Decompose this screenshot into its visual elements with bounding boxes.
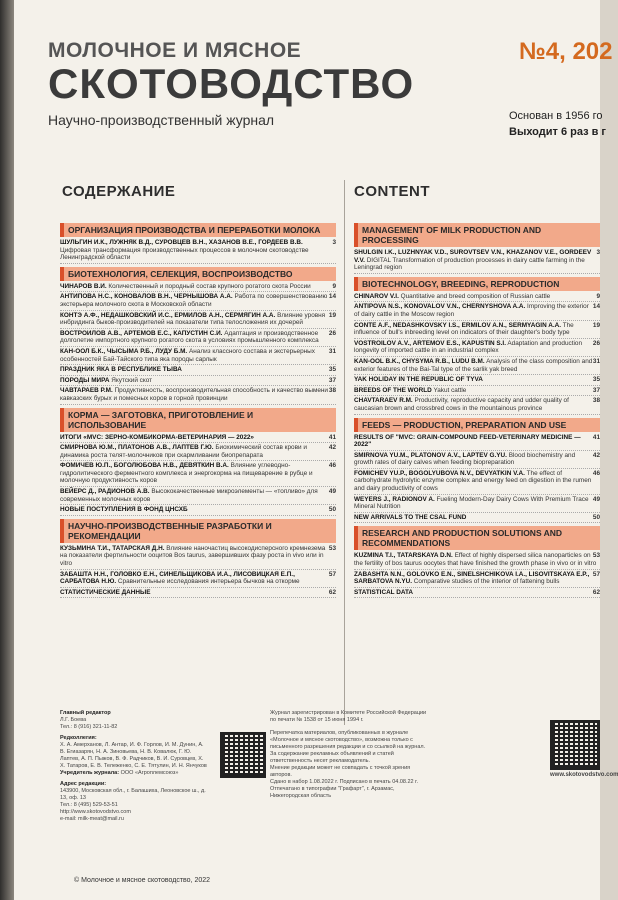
contents-entry[interactable] <box>354 434 600 451</box>
contents-entry[interactable] <box>60 488 336 505</box>
contents-entry[interactable] <box>60 462 336 487</box>
contents-entry[interactable] <box>60 545 336 570</box>
page-edge-shadow <box>0 0 14 900</box>
registration-note: Журнал зарегистрирован в Комитете Российской Федерации по печати № 1538 от 15 июня 1994 г. <box>270 710 427 723</box>
entry-title: Влияние наночастиц высокодисперсного кремнезема на показатели фертильности ооцитов Bos taurus, завершивших фазу роста in vivo или in vitro <box>60 544 326 568</box>
page-number: 53 <box>328 544 336 552</box>
address-label: Адрес редакции: <box>60 781 107 787</box>
entry-authors: KAN-OOL B.K., CHYSYMA R.B., LUDU B.M. <box>354 357 485 365</box>
entry-title: Comparative studies of the interior of fattening bulls <box>413 578 560 586</box>
contents-heading-ru: СОДЕРЖАНИЕ <box>62 183 176 200</box>
page-number: 49 <box>328 488 336 496</box>
entry-authors: CHAVTARAEV R.M. <box>354 397 413 405</box>
page-number: 57 <box>592 570 600 578</box>
entry-title: Effect of highly dispersed silica nanoparticles on the fertility of bos taurus oocytes that have finished the growth phase in vivo or in vitro <box>354 552 597 568</box>
entry-title: The effect of carbohydrate hydrolytic enzyme complex and energy feed on digestion in the rumen and dairy productivity of cows <box>354 469 592 493</box>
section-heading: КОРМА — ЗАГОТОВКА, ПРИГОТОВЛЕНИЕ И ИСПОЛЬЗОВАНИЕ <box>60 408 336 432</box>
entry-authors: ANTIPOVA N.S., KONOVALOV V.N., CHERNYSHOVA A.A. <box>354 303 526 311</box>
journal-subtitle: Научно-производственный журнал <box>48 112 275 128</box>
entry-title: The influence of bull's inbreeding level on indicators of their daughter's body type <box>354 321 574 337</box>
founder-label: Учредитель журнала: <box>60 770 120 776</box>
journal-page <box>14 0 618 900</box>
contents-heading-en: CONTENT <box>354 183 430 200</box>
printing-house: Отпечатано в типографии "Графарт", г. Арзамас, Нижегородская область <box>270 786 395 799</box>
page-number: 42 <box>592 451 600 459</box>
section-heading: ОРГАНИЗАЦИЯ ПРОИЗВОДСТВА И ПЕРЕРАБОТКИ МОЛОКА <box>60 223 336 237</box>
contents-entry[interactable] <box>354 514 600 524</box>
entry-authors: ФОМИЧЕВ Ю.П., БОГОЛЮБОВА Н.В., ДЕВЯТКИН В.А. <box>60 462 229 470</box>
contents-entry[interactable] <box>354 293 600 303</box>
entry-title: Сравнительные исследования интерьера бычков на откорме <box>117 578 300 586</box>
page-number: 41 <box>328 433 336 441</box>
contents-column-en <box>354 220 600 599</box>
publication-frequency: Выходит 6 раз в г <box>509 126 607 138</box>
page-number: 9 <box>596 292 600 300</box>
entry-authors: КАН-ООЛ Б.К., ЧЫСЫМА Р.Б., ЛУДУ Б.М. <box>60 347 188 355</box>
issue-number: №4, 202 <box>519 38 613 65</box>
entry-authors: BREEDS OF THE WORLD <box>354 386 432 394</box>
website-link[interactable]: http://www.skotovodstvo.com <box>60 809 131 815</box>
page-number: 9 <box>332 282 336 290</box>
contents-entry[interactable] <box>354 340 600 357</box>
contents-entry[interactable] <box>60 366 336 376</box>
entry-authors: ИТОГИ «MVC: ЗЕРНО-КОМБИКОРМА-ВЕТЕРИНАРИЯ — 2022» <box>60 433 254 441</box>
page-number: 46 <box>328 462 336 470</box>
entry-authors: ПРАЗДНИК ЯКА В РЕСПУБЛИКЕ ТЫВА <box>60 366 182 374</box>
contents-entry[interactable] <box>354 589 600 599</box>
entry-authors: ШУЛЬГИН И.К., ЛУЖНЯК В.Д., СУРОВЦЕВ В.Н., ХАЗАНОВ В.Е., ГОРДЕЕВ В.В. <box>60 239 303 246</box>
page-number: 57 <box>328 570 336 578</box>
entry-authors: ВОСТРОИЛОВ А.В., АРТЕМОВ Е.С., КАПУСТИН С.И. <box>60 329 223 337</box>
qr-code-icon <box>220 732 266 778</box>
entry-authors: ПОРОДЫ МИРА <box>60 376 110 384</box>
page-number: 38 <box>592 397 600 405</box>
founder-name: ООО «Агроплемсоюз» <box>120 770 179 776</box>
masthead <box>48 40 414 128</box>
entry-authors: ЗАБАШТА Н.Н., ГОЛОВКО Е.Н., СИНЕЛЬЩИКОВА И.А., ЛИСОВИЦКАЯ Е.П., САРБАТОВА Н.Ю. <box>60 570 295 586</box>
contents-entry[interactable] <box>354 322 600 339</box>
section-heading: FEEDS — PRODUCTION, PREPARATION AND USE <box>354 418 600 432</box>
board-members: Х. А. Амерханов, Л. Антар, И. Ф. Горлов, И. М. Дунин, А. В. Егиазарян, Н. А. Зиновьева, Н. В. Ковалюк, Г. Ю. Лаптев, А. П. Пыжов, В. Ф. Радчиков, В. И. Суровцев, Х. Х. Татаров, Е. В. Тележенко, С. Е. Тятулин, И. Н. Янчуков <box>60 742 207 769</box>
page-number: 41 <box>592 433 600 441</box>
entry-authors: NEW ARRIVALS TO THE CSAL FUND <box>354 513 467 521</box>
entry-title: Анализ классного состава и экстерьерных особенностей Бай-Тайского типа яка породы сарлык <box>60 347 315 363</box>
entry-authors: RESULTS OF "MVC: GRAIN-COMPOUND FEED-VETERINARY MEDICINE — 2022" <box>354 433 581 449</box>
entry-authors: АНТИПОВА Н.С., КОНОВАЛОВ В.Н., ЧЕРНЫШОВА А.А. <box>60 293 233 301</box>
page-number: 50 <box>328 506 336 514</box>
editor-name: Л.Г. Боева <box>60 717 87 723</box>
page-number: 35 <box>328 366 336 374</box>
section-heading: BIOTECHNOLOGY, BREEDING, REPRODUCTION <box>354 277 600 291</box>
page-number: 14 <box>592 303 600 311</box>
page-number: 37 <box>328 376 336 384</box>
title-line-2: СКОТОВОДСТВО <box>48 60 415 107</box>
contents-entry[interactable] <box>60 589 336 599</box>
entry-authors: СТАТИСТИЧЕСКИЕ ДАННЫЕ <box>60 588 151 596</box>
entry-authors: НОВЫЕ ПОСТУПЛЕНИЯ В ФОНД ЦНСХБ <box>60 506 188 514</box>
imprint-middle <box>270 710 430 800</box>
section-heading: НАУЧНО-ПРОИЗВОДСТВЕННЫЕ РАЗРАБОТКИ И РЕКОМЕНДАЦИИ <box>60 519 336 543</box>
page-number: 38 <box>328 387 336 395</box>
contents-entry[interactable] <box>354 249 600 274</box>
contents-entry[interactable] <box>354 303 600 320</box>
founded-year: Основан в 1956 го <box>509 110 603 122</box>
contents-entry[interactable] <box>354 470 600 495</box>
contents-entry[interactable] <box>60 377 336 387</box>
contents-entry[interactable] <box>354 397 600 414</box>
entry-authors: ВЕЙЕРС Д., РАДИОНОВ А.В. <box>60 488 150 496</box>
copyright: © Молочное и мясное скотоводство, 2022 <box>74 877 211 884</box>
entry-authors: VOSTROILOV A.V., ARTEMOV E.S., KAPUSTIN S.I. <box>354 339 506 347</box>
section-heading: MANAGEMENT OF MILK PRODUCTION AND PROCESSING <box>354 223 600 247</box>
entry-title: Адаптация и производственное долголетие импортного крупного рогатого скота в условиях промышленного комплекса <box>60 329 319 345</box>
address-text: 143900, Московская обл., г. Балашиха, Леоновское ш., д. 13, оф. 13 <box>60 788 206 801</box>
entry-authors: CONTE A.F., NEDASHKOVSKY I.S., ERMILOV A.N., SERMYAGIN A.A. <box>354 321 562 329</box>
contents-entry[interactable] <box>60 444 336 461</box>
entry-title: Productivity, reproductive capacity and udder quality of caucasian brown and crossbred cows in the mountainous province <box>354 397 569 412</box>
opinion-note: Мнение редакции может не совпадать с точкой зрения авторов. <box>270 765 411 778</box>
page-number: 14 <box>328 293 336 301</box>
contents-column-ru <box>60 220 336 599</box>
entry-authors: KUZMINA T.I., TATARSKAYA D.N. <box>354 552 453 560</box>
page-number: 53 <box>592 552 600 560</box>
entry-title: Высококачественные микроэлементы — «топливо» для современных молочных коров <box>60 488 318 503</box>
entry-authors: STATISTICAL DATA <box>354 588 414 596</box>
page-number: 26 <box>592 339 600 347</box>
site-short[interactable]: www.skotovodstvo.com <box>550 772 618 778</box>
entry-authors: ЧАВТАРАЕВ Р.М. <box>60 387 113 395</box>
contents-entry[interactable] <box>354 387 600 397</box>
page-number: 62 <box>328 588 336 596</box>
contents-entry[interactable] <box>60 312 336 329</box>
contents-entry[interactable] <box>354 571 600 588</box>
entry-authors: КОНТЭ А.Ф., НЕДАШКОВСКИЙ И.С., ЕРМИЛОВ А.Н., СЕРМЯГИН А.А. <box>60 311 276 319</box>
entry-title: Якутский скот <box>111 376 153 384</box>
entry-title: Влияние уровня инбридинга быков-производителей на показатели типа телосложения их дочерей <box>60 311 326 327</box>
contents-entry[interactable] <box>354 358 600 375</box>
contents-entry[interactable] <box>354 496 600 513</box>
phone: Тел.: 8 (495) 529-53-51 <box>60 802 118 808</box>
entry-title: Цифровая трансформация производственных процессов в молочном скотоводстве Ленинградской области <box>60 246 309 262</box>
entry-authors: SMIRNOVA YU.M., PLATONOV A.V., LAPTEV G.YU. <box>354 451 507 459</box>
print-dates: Сдано в набор 1.08.2022 г. Подписано в печать 04.08.22 г. <box>270 779 418 785</box>
page-number: 19 <box>592 321 600 329</box>
entry-authors: СМИРНОВА Ю.М., ПЛАТОНОВ А.В., ЛАПТЕВ Г.Ю. <box>60 444 214 452</box>
entry-authors: YAK HOLIDAY IN THE REPUBLIC OF TYVA <box>354 376 483 384</box>
entry-title: Количественный и породный состав крупного рогатого скота России <box>108 282 311 290</box>
title-line-1: МОЛОЧНОЕ И МЯСНОЕ <box>48 39 302 62</box>
page-number: 3 <box>332 239 336 246</box>
contents-entry[interactable] <box>60 348 336 365</box>
contents-entry[interactable] <box>60 434 336 444</box>
contents-entry[interactable] <box>60 293 336 310</box>
entry-title: Analysis of the class composition and exterior features of the Bai-Tal type of the sarlik yak breed <box>354 357 593 373</box>
entry-title: Yakut cattle <box>433 386 467 394</box>
entry-authors: ZABASHTA N.N., GOLOVKO E.N., SINELSHCHIKOVA I.A., LISOVITSKAYA E.P., SARBATOVA N.YU. <box>354 570 590 586</box>
contents-entry[interactable] <box>60 239 336 264</box>
board-label: Редколлегия: <box>60 735 97 741</box>
page-number: 26 <box>328 329 336 337</box>
entry-authors: FOMICHEV YU.P., BOGOLYUBOVA N.V., DEVYATKIN V.A. <box>354 469 525 477</box>
page-number: 37 <box>592 386 600 394</box>
entry-title: Adaptation and production longevity of imported cattle in an industrial complex <box>354 339 583 355</box>
contents-entry[interactable] <box>354 452 600 469</box>
page-number: 31 <box>328 347 336 355</box>
entry-title: Биохимический состав крови и динамика роста телят-молочников при скармливании биопрепарата <box>60 444 307 459</box>
column-divider <box>344 180 345 725</box>
entry-title: Blood biochemistry and growth rates of dairy calves when feeding biopreparation <box>354 451 576 467</box>
page-number: 62 <box>592 588 600 596</box>
section-heading: БИОТЕХНОЛОГИЯ, СЕЛЕКЦИЯ, ВОСПРОИЗВОДСТВО <box>60 267 336 281</box>
page-number: 50 <box>592 513 600 521</box>
page-number: 35 <box>592 376 600 384</box>
reprint-note: Перепечатка материалов, опубликованных в журнале «Молочное и мясное скотоводство», возможна только с письменного разрешения редакции и со ссылкой на журнал. <box>270 730 426 750</box>
entry-authors: КУЗЬМИНА Т.И., ТАТАРСКАЯ Д.Н. <box>60 544 165 552</box>
entry-title: Fueling Modern-Day Dairy Cows With Premium Trace Mineral Nutrition <box>354 495 589 511</box>
contents-entry[interactable] <box>60 387 336 404</box>
editor-phone: Тел.: 8 (916) 321-11-82 <box>60 724 118 730</box>
entry-authors: SHULGIN I.K., LUZHNYAK V.D., SUROVTSEV V.N., KHAZANOV V.E., GORDEEV V.V. <box>354 249 592 264</box>
contents-entry[interactable] <box>60 571 336 588</box>
contents-entry[interactable] <box>354 376 600 386</box>
entry-authors: ЧИНАРОВ В.И. <box>60 282 107 290</box>
page-number: 19 <box>328 311 336 319</box>
page-number: 31 <box>592 357 600 365</box>
page-number: 49 <box>592 495 600 503</box>
page-number: 46 <box>592 469 600 477</box>
entry-title: Quantitative and breed composition of Russian cattle <box>400 292 551 300</box>
editor-label: Главный редактор <box>60 710 111 716</box>
qr-code-site-icon <box>550 720 600 770</box>
entry-title: Работа по совершенствованию экстерьера молочного скота в Московской области <box>60 293 328 308</box>
entry-title: Improving the exterior of dairy cattle in the Moscow region <box>354 303 589 318</box>
page-number: 3 <box>596 249 600 256</box>
section-heading: RESEARCH AND PRODUCTION SOLUTIONS AND RECOMMENDATIONS <box>354 526 600 550</box>
email-link[interactable]: e-mail: milk-meat@mail.ru <box>60 816 124 822</box>
entry-authors: WEYERS J., RADIONOV A. <box>354 495 435 503</box>
entry-title: DIGITAL Transformation of production processes in dairy cattle farming in the Leningrad region <box>354 256 585 272</box>
contents-entry[interactable] <box>354 552 600 569</box>
entry-title: Продуктивность, воспроизводительная способность и качество вымени кавказских бурых и помесных коров в горной провинции <box>60 387 329 402</box>
ads-note: За содержание рекламных объявлений и статей ответственность несет рекламодатель. <box>270 751 394 764</box>
contents-entry[interactable] <box>60 506 336 516</box>
page-number: 42 <box>328 444 336 452</box>
entry-authors: CHINAROV V.I. <box>354 292 399 300</box>
imprint-left <box>60 710 210 823</box>
entry-title: Влияние углеводно-гидролитического ферментного комплекса и энергокорма на пищеварение в рубце и молочную продуктивность коров <box>60 462 313 485</box>
contents-entry[interactable] <box>60 330 336 347</box>
contents-entry[interactable] <box>60 283 336 293</box>
